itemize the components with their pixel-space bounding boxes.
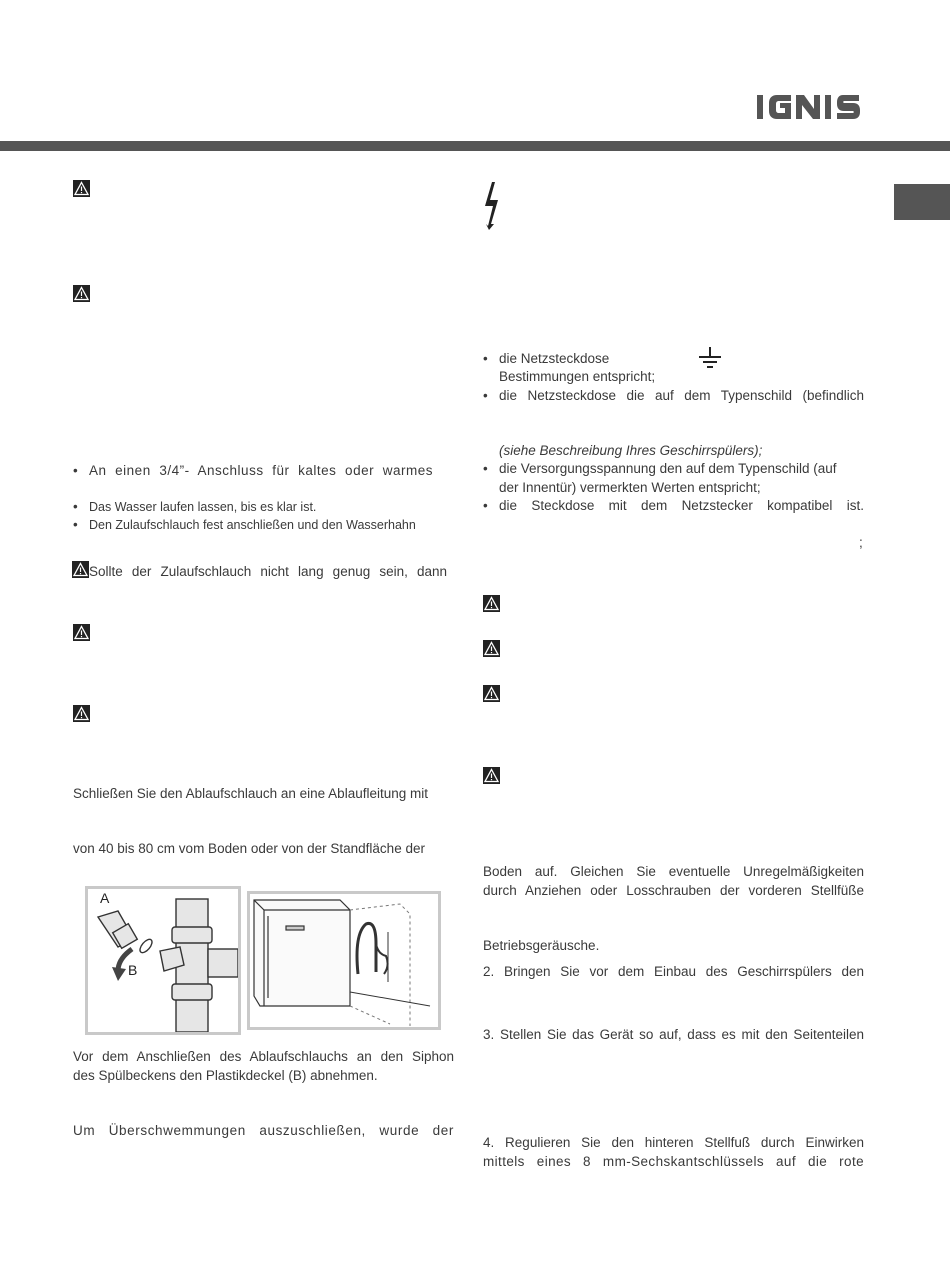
socket-load-text: die Netzsteckdose die auf dem Typenschild (befindlich (499, 388, 864, 403)
warning-icon (483, 685, 500, 702)
bullet: • (73, 517, 78, 532)
bullet: • (483, 388, 488, 403)
dishwasher-figure (247, 891, 441, 1030)
warning-icon (73, 180, 90, 197)
header-bar (0, 141, 950, 151)
electric-hazard-icon (483, 180, 500, 232)
voltage-text-2: der Innentür) vermerkten Werten entspricht; (499, 480, 761, 495)
step4-text-2: mittels eines 8 mm-Sechskantschlüssels auf die rote (483, 1154, 864, 1169)
step3-text: 3. Stellen Sie das Gerät so auf, dass es mit den Seitenteilen (483, 1027, 864, 1042)
socket-earth-text-1: die Netzsteckdose (499, 351, 610, 366)
siphon-figure (85, 886, 241, 1035)
step2-text: 2. Bringen Sie vor dem Einbau des Geschirrspülers den (483, 964, 864, 979)
warning-icon (73, 624, 90, 641)
bullet: • (73, 463, 78, 478)
socket-earth-text-2: Bestimmungen entspricht; (499, 369, 656, 384)
brand-logo (755, 92, 865, 122)
step4-text-1: 4. Regulieren Sie den hinteren Stellfuß durch Einwirken (483, 1135, 864, 1150)
siphon-text-2: des Spülbeckens den Plastikdeckel (B) abnehmen. (73, 1068, 378, 1083)
see-description-text: (siehe Beschreibung Ihres Geschirrspülers); (499, 443, 763, 458)
fasten-hose-text: Den Zulaufschlauch fest anschließen und den Wasserhahn (89, 518, 416, 532)
warning-icon (483, 640, 500, 657)
siphon-illustration (88, 889, 238, 1032)
floor-text-2: durch Anziehen oder Losschrauben der vorderen Stellfüße (483, 883, 864, 898)
semicolon: ; (859, 535, 863, 550)
figure-label-b: B (128, 962, 138, 978)
bullet: • (483, 351, 488, 366)
warning-icon (483, 595, 500, 612)
siphon-text-1: Vor dem Anschließen des Ablaufschlauchs an den Siphon (73, 1049, 454, 1064)
drain-connect-text: Schließen Sie den Ablaufschlauch an eine Ablaufleitung mit (73, 786, 428, 801)
section-tab (894, 184, 950, 220)
floor-text-1: Boden auf. Gleichen Sie eventuelle Unregelmäßigkeiten (483, 864, 864, 879)
warning-icon (483, 767, 500, 784)
bullet: • (483, 461, 488, 476)
bullet: • (483, 498, 488, 513)
warning-icon (72, 561, 89, 578)
warning-icon (73, 705, 90, 722)
earth-ground-icon (696, 347, 724, 369)
voltage-text-1: die Versorgungsspannung den auf dem Typenschild (auf (499, 461, 837, 476)
inlet-connect-text: An einen 3/4”- Anschluss für kaltes oder warmes (89, 463, 433, 478)
plug-compatible-text: die Steckdose mit dem Netzstecker kompatibel ist. (499, 498, 864, 513)
noise-text: Betriebsgeräusche. (483, 938, 600, 953)
hose-length-warning: Sollte der Zulaufschlauch nicht lang genug sein, dann (89, 564, 447, 579)
flood-protection-text: Um Überschwemmungen auszuschließen, wurde der (73, 1123, 454, 1138)
dishwasher-illustration (250, 894, 438, 1027)
bullet: • (73, 499, 78, 514)
figure-label-a: A (100, 890, 110, 906)
warning-icon (73, 285, 90, 302)
drain-height-text: von 40 bis 80 cm vom Boden oder von der Standfläche der (73, 841, 425, 856)
run-water-text: Das Wasser laufen lassen, bis es klar ist. (89, 500, 317, 514)
